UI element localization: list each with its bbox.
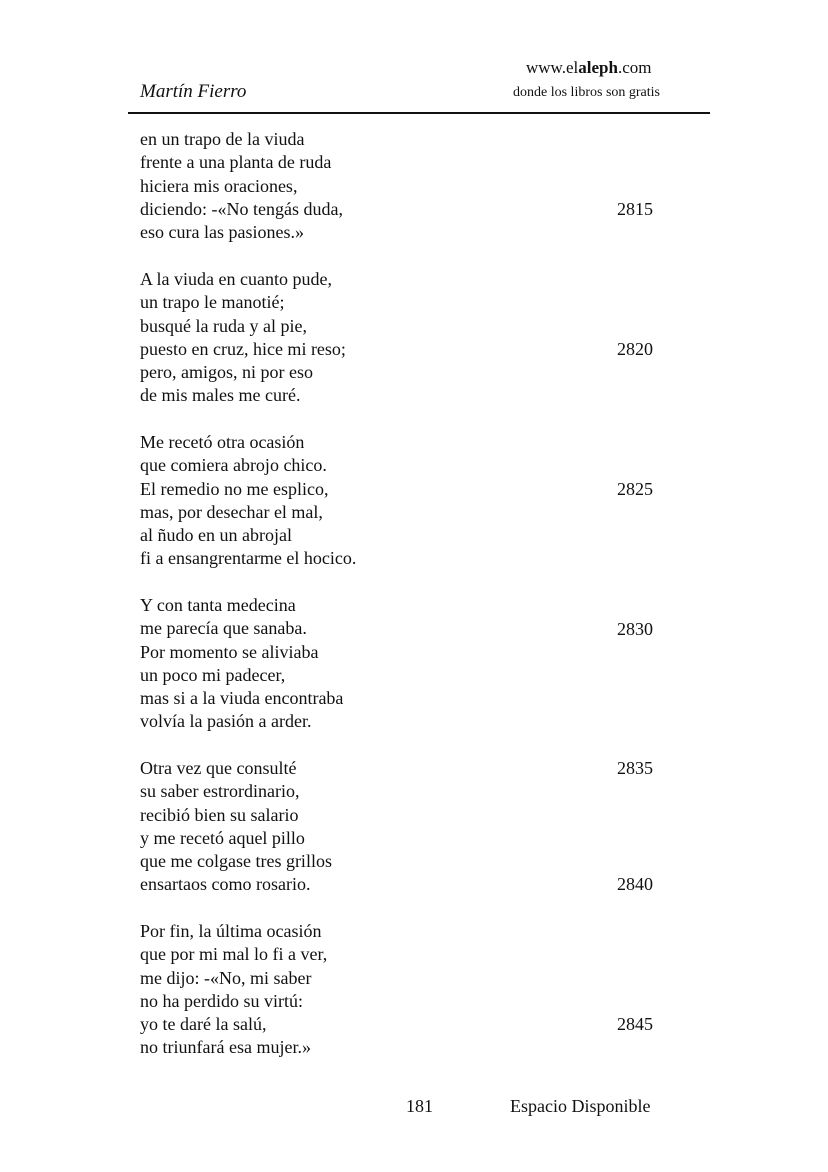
verse-line: puesto en cruz, hice mi reso; (140, 338, 346, 359)
stanza (140, 128, 580, 244)
verse-line: eso cura las pasiones.» (140, 222, 304, 243)
verse-line: mas, por desechar el mal, (140, 501, 323, 522)
verse-line: fi a ensangrentarme el hocico. (140, 548, 357, 569)
verse-line: Por momento se aliviaba (140, 641, 319, 662)
verse-line: pero, amigos, ni por eso (140, 362, 313, 383)
line-number: 2845 (617, 1014, 653, 1034)
book-title: Martín Fierro (140, 81, 247, 102)
verse-line: no triunfará esa mujer.» (140, 1037, 311, 1058)
line-number: 2830 (617, 619, 653, 639)
verse-line: un trapo le manotié; (140, 292, 285, 313)
line-number: 2840 (617, 874, 653, 894)
verse-line: Otra vez que consulté (140, 758, 297, 778)
page-number: 181 (406, 1096, 433, 1116)
site-url-brand: aleph (578, 58, 618, 77)
verse-line: un poco mi padecer, (140, 664, 286, 685)
verse-line: no ha perdido su virtú: (140, 990, 303, 1011)
site-url-suffix: .com (617, 58, 652, 77)
site-url[interactable] (526, 58, 686, 78)
verse-line: El remedio no me esplico, (140, 478, 329, 499)
verse-line: que por mi mal lo fi a ver, (140, 944, 328, 965)
verse-line: en un trapo de la viuda (140, 129, 305, 149)
line-number: 2815 (617, 199, 653, 219)
verse-line: Por fin, la última ocasión (140, 921, 322, 941)
verse-line: Y con tanta medecina (140, 595, 296, 615)
stanza (140, 920, 580, 1060)
stanza (140, 594, 580, 734)
verse-line: ensartaos como rosario. (140, 874, 311, 895)
verse-line: me parecía que sanaba. (140, 618, 307, 639)
stanza (140, 431, 580, 571)
verse-line: de mis males me curé. (140, 385, 301, 406)
verse-line: recibió bien su salario (140, 804, 299, 825)
verse-line: su saber estrordinario, (140, 781, 300, 802)
verse-line: frente a una planta de ruda (140, 152, 332, 173)
verse-line: diciendo: -«No tengás duda, (140, 198, 343, 219)
verse-line: Me recetó otra ocasión (140, 432, 305, 452)
verse-line: A la viuda en cuanto pude, (140, 269, 332, 289)
site-url-prefix: www.el (526, 58, 579, 77)
verse-line: hiciera mis oraciones, (140, 175, 298, 196)
header-divider (128, 112, 710, 114)
site-tagline: donde los libros son gratis (513, 85, 660, 100)
stanza (140, 268, 580, 408)
stanza (140, 757, 580, 897)
line-number: 2835 (617, 758, 653, 778)
footer-label: Espacio Disponible (510, 1096, 651, 1116)
verse-line: que comiera abrojo chico. (140, 455, 327, 476)
line-number: 2825 (617, 479, 653, 499)
verse-line: mas si a la viuda encontraba (140, 688, 344, 709)
verse-line: yo te daré la salú, (140, 1014, 267, 1035)
verse-line: y me recetó aquel pillo (140, 827, 305, 848)
verse-line: me dijo: -«No, mi saber (140, 967, 312, 988)
verse-line: busqué la ruda y al pie, (140, 315, 307, 336)
line-number: 2820 (617, 339, 653, 359)
verse-line: al ñudo en un abrojal (140, 525, 292, 546)
verse-line: volvía la pasión a arder. (140, 711, 312, 732)
verse-line: que me colgase tres grillos (140, 851, 332, 872)
